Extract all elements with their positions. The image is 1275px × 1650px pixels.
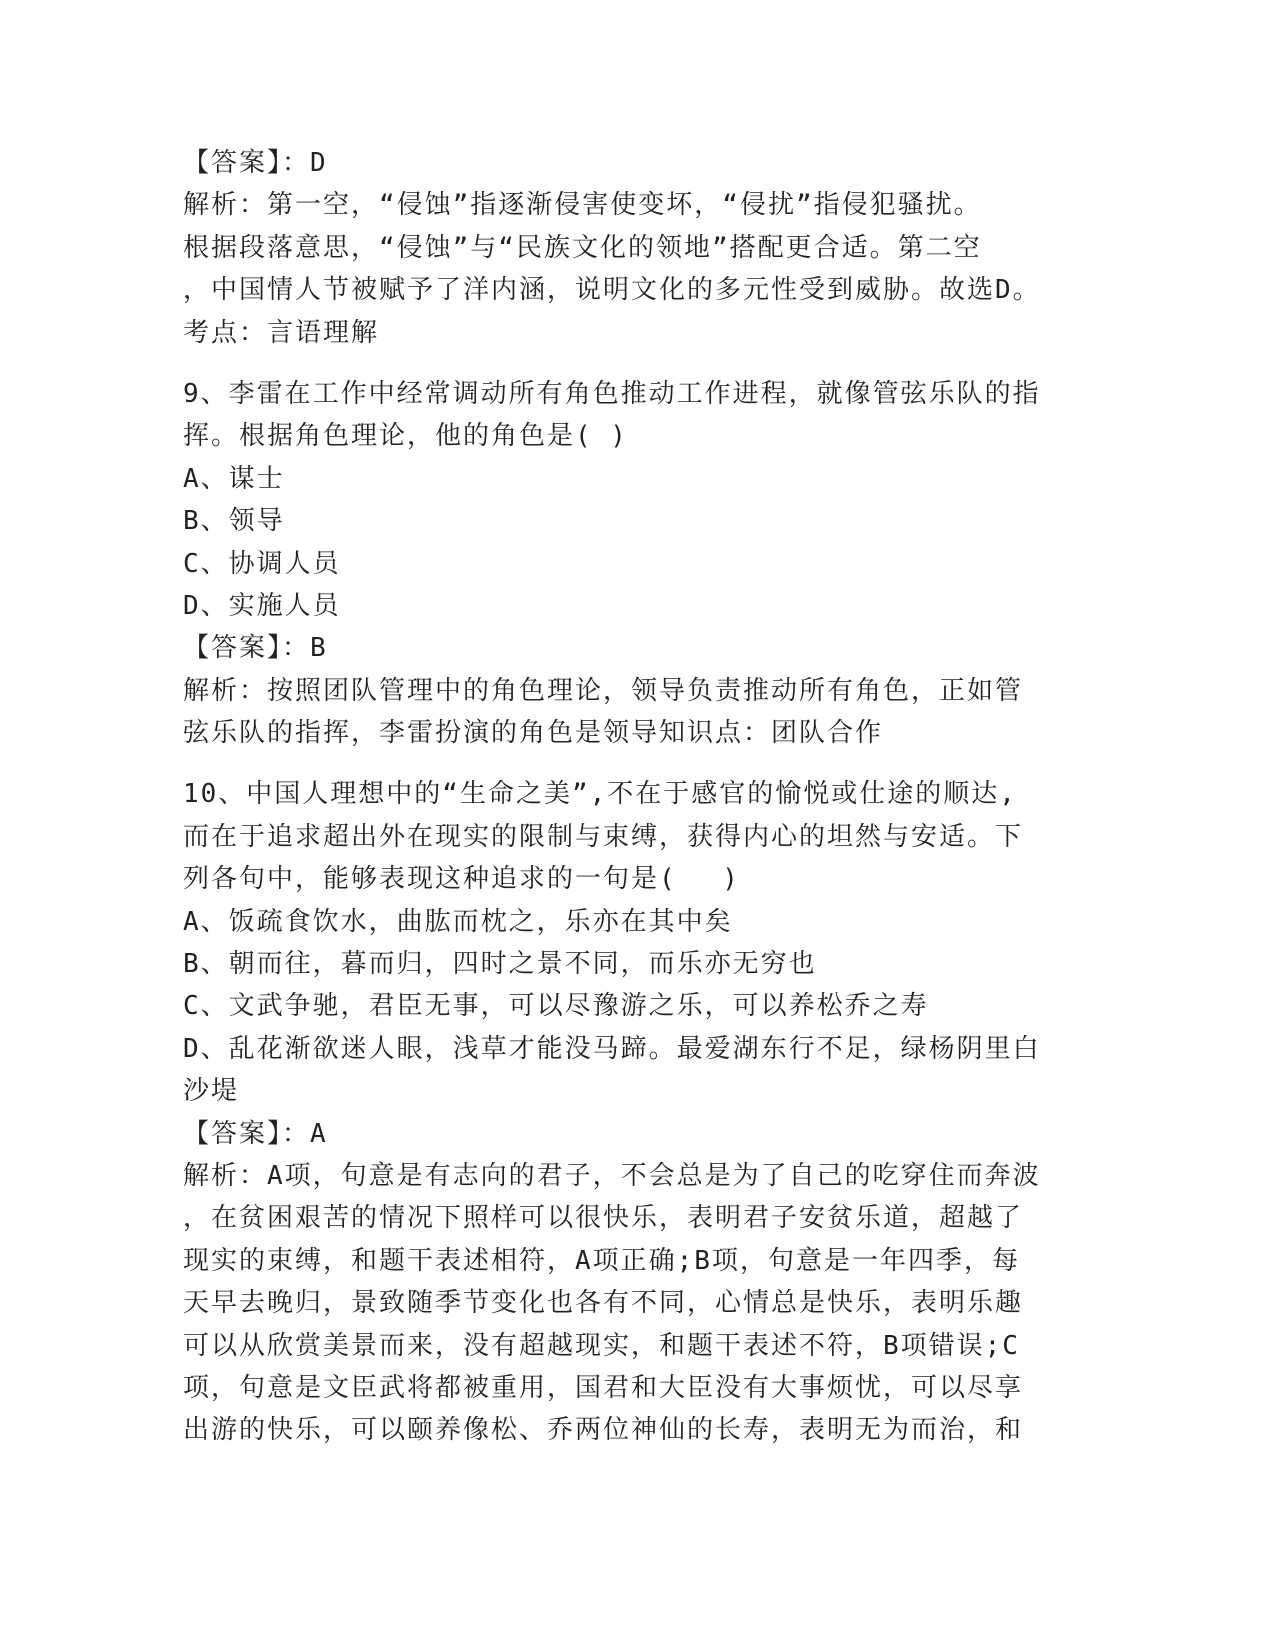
option-a: A、谋士 (183, 463, 285, 494)
explanation-line: 解析：第一空，“侵蚀”指逐渐侵害使变坏，“侵扰”指侵犯骚扰。 (183, 190, 982, 221)
option-a: A、饭疏食饮水，曲肱而枕之，乐亦在其中矣 (183, 906, 733, 937)
explanation-line: 项，句意是文臣武将都被重用，国君和大臣没有大事烦忧，可以尽享 (183, 1372, 1024, 1403)
explanation-line: 解析：A项，句意是有志向的君子，不会总是为了自己的吃穿住而奔波 (183, 1160, 1041, 1191)
question-stem: 9、李雷在工作中经常调动所有角色推动工作进程，就像管弦乐队的指 (183, 378, 1041, 409)
option-d-continued: 沙堤 (183, 1076, 240, 1107)
answer-label: 【答案】：D (183, 148, 328, 178)
question-stem: 挥。根据角色理论，他的角色是( ) (183, 421, 628, 452)
option-c: C、协调人员 (183, 548, 341, 579)
question-block-9 (183, 373, 1083, 755)
option-c: C、文武争驰，君臣无事，可以尽豫游之乐，可以养松乔之寿 (183, 991, 929, 1022)
option-b: B、领导 (183, 506, 285, 537)
question-stem: 列各句中，能够表现这种追求的一句是( ) (183, 864, 740, 895)
explanation-line: ，中国情人节被赋予了洋内涵，说明文化的多元性受到威胁。故选D。 (183, 275, 1041, 306)
option-d: D、乱花渐欲迷人眼，浅草才能没马蹄。最爱湖东行不足，绿杨阴里白 (183, 1033, 1041, 1064)
document-content (183, 142, 1083, 1452)
option-d: D、实施人员 (183, 590, 341, 621)
question-stem: 而在于追求超出外在现实的限制与束缚，获得内心的坦然与安适。下 (183, 821, 1024, 852)
explanation-line: 弦乐队的指挥，李雷扮演的角色是领导知识点：团队合作 (183, 718, 884, 749)
spacer (183, 354, 1083, 373)
explanation-line: 天早去晚归，景致随季节变化也各有不同，心情总是快乐，表明乐趣 (183, 1288, 1024, 1319)
explanation-line: 现实的束缚，和题干表述相符，A项正确;B项，句意是一年四季，每 (183, 1245, 1020, 1276)
explanation-line: 根据段落意思，“侵蚀”与“民族文化的领地”搭配更合适。第二空 (183, 232, 982, 263)
explanation-line: 出游的快乐，可以颐养像松、乔两位神仙的长寿，表明无为而治，和 (183, 1415, 1024, 1446)
question-stem: 10、中国人理想中的“生命之美”,不在于感官的愉悦或仕途的顺达, (183, 779, 1017, 810)
spacer (183, 754, 1083, 773)
explanation-line: 解析：按照团队管理中的角色理论，领导负责推动所有角色，正如管 (183, 675, 1024, 706)
explanation-line: ，在贫困艰苦的情况下照样可以很快乐，表明君子安贫乐道，超越了 (183, 1203, 1024, 1234)
explanation-line: 可以从欣赏美景而来，没有超越现实，和题干表述不符，B项错误;C (183, 1330, 1020, 1361)
knowledge-point: 考点：言语理解 (183, 317, 380, 348)
answer-label: 【答案】：A (183, 1118, 328, 1149)
option-b: B、朝而往，暮而归，四时之景不同，而乐亦无穷也 (183, 949, 817, 980)
question-block-10 (183, 773, 1083, 1451)
answer-label: 【答案】：B (183, 633, 328, 664)
answer-block-8 (183, 142, 1083, 354)
